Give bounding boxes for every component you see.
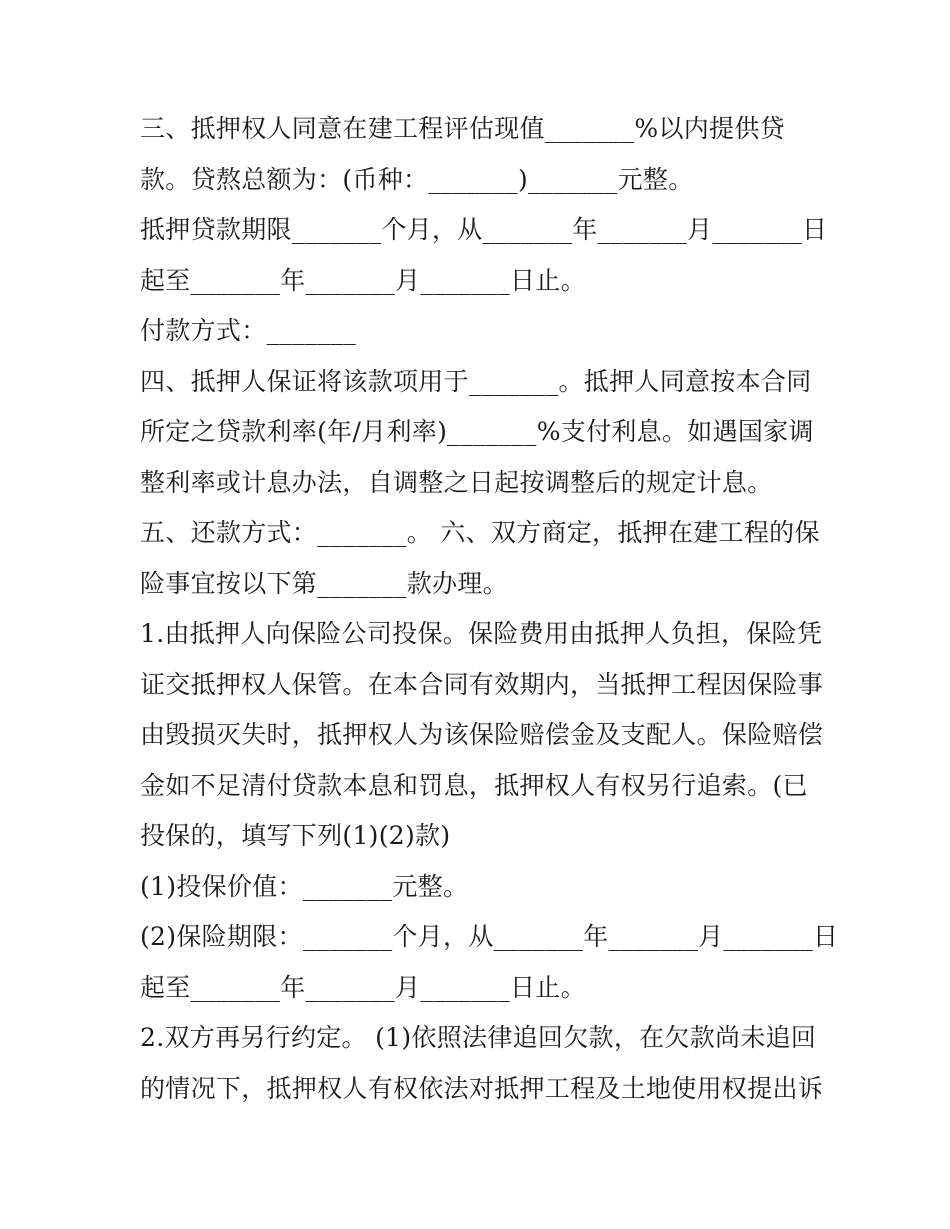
text-line: (2)保险期限：_______个月，从_______年_______月_______日: [140, 922, 839, 951]
text-line: 款。贷熬总额为：(币种：_______)_______元整。: [140, 164, 694, 194]
text-line: 证交抵押权人保管。在本合同有效期内，当抵押工程因保险事: [140, 669, 824, 699]
text-line: 起至_______年_______月_______日止。: [140, 972, 586, 1002]
text-line: 三、抵押权人同意在建工程评估现值_______%以内提供贷: [140, 114, 785, 143]
text-line: 的情况下，抵押权人有权依法对抵押工程及土地使用权提出诉: [140, 1073, 824, 1103]
text-line: 2.双方再另行约定。 (1)依照法律追回欠款，在欠款尚未追回: [140, 1023, 817, 1052]
text-line: 投保的，填写下列(1)(2)款): [140, 821, 451, 850]
text-line: (1)投保价值：_______元整。: [140, 871, 469, 901]
text-line: 五、还款方式：_______。 六、双方商定，抵押在建工程的保: [140, 518, 820, 547]
text-line: 由毁损灭失时，抵押权人为该保险赔偿金及支配人。保险赔偿: [140, 720, 824, 749]
text-line: 四、抵押人保证将该款项用于_______。抵押人同意按本合同: [140, 366, 812, 396]
text-line: 整利率或计息办法，自调整之日起按调整后的规定计息。: [140, 467, 773, 497]
document-body: [140, 104, 839, 1114]
text-line: 金如不足清付贷款本息和罚息，抵押权人有权另行追索。(已: [140, 770, 808, 800]
text-line: 所定之贷款利率(年/月利率)_______%支付利息。如遇国家调: [140, 417, 814, 446]
text-line: 付款方式：_______: [140, 316, 357, 345]
text-line: 抵押贷款期限_______个月，从_______年_______月_______日: [140, 215, 828, 244]
text-line: 起至_______年_______月_______日止。: [140, 265, 586, 295]
text-line: 1.由抵押人向保险公司投保。保险费用由抵押人负担，保险凭: [140, 619, 823, 648]
text-line: 险事宜按以下第_______款办理。: [140, 568, 508, 598]
